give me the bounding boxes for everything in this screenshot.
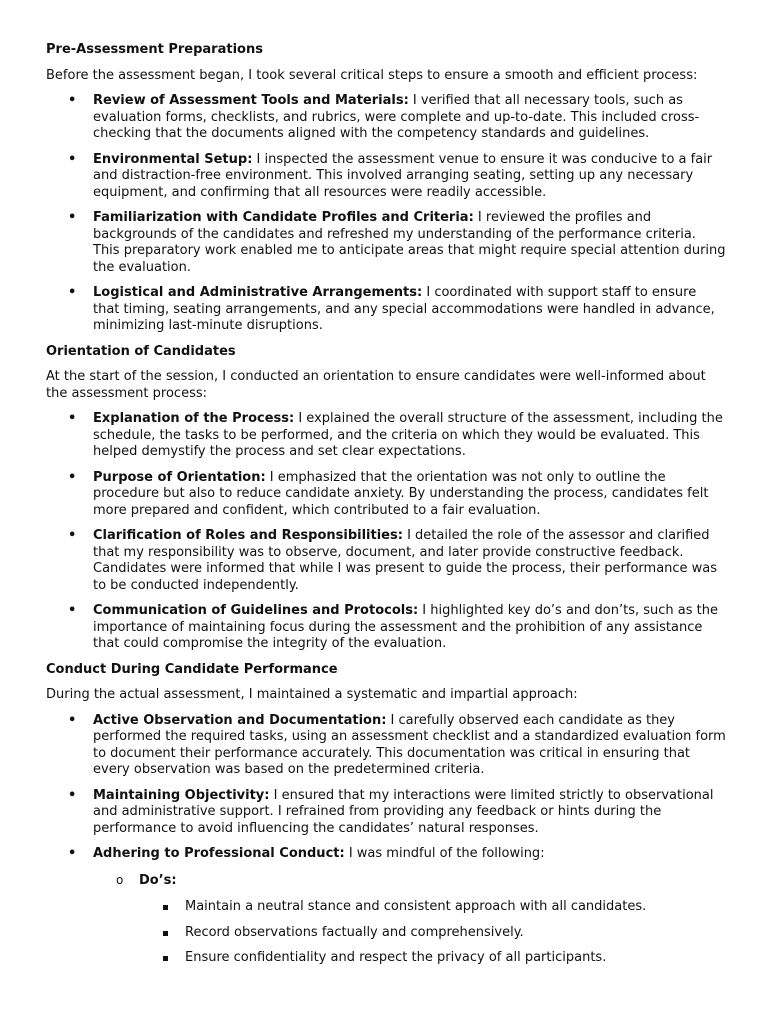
item-title: Environmental Setup: [93,151,253,167]
section-intro: Before the assessment began, I took several critical steps to ensure a smooth and efficient process: [46,67,698,83]
item-title: Purpose of Orientation: [93,469,266,485]
item-text: I highlighted key do’s and don’ts, such as the importance of maintaining focus during the assessment and the prohibition of any assistance that could compromise the integrity of the evaluation. [93,603,718,651]
section-intro: During the actual assessment, I maintained a systematic and impartial approach: [46,687,578,702]
list-item [46,603,726,653]
item-title: Communication of Guidelines and Protocols: [93,603,419,618]
item-title: Clarification of Roles and Responsibilities: [93,528,403,543]
list-item [46,152,726,202]
list-item [46,470,726,520]
sub-list [93,873,726,967]
item-text: I explained the overall structure of the assessment, including the schedule, the tasks to be performed, and the criteria on which they would be evaluated. This helped demystify the process and set clear expectations. [93,411,723,459]
list-item [46,788,726,838]
nested-list-item: Record observations factually and comprehensively. [139,925,726,942]
nested-list [139,899,726,967]
item-text: I emphasized that the orientation was not only to outline the procedure but also to reduce candidate anxiety. By understanding the process, candidates felt more prepared and confident, which contributed to a fair evaluation. [93,469,709,518]
list-item [46,528,726,594]
item-title: Logistical and Administrative Arrangements: [93,285,423,300]
document-page [46,42,726,976]
list-item [46,846,726,967]
list-item [46,210,726,276]
section-heading: Pre-Assessment Preparations [46,42,263,57]
item-text: I inspected the assessment venue to ensure it was conducive to a fair and distraction-free environment. This involved arranging seating, setting up any necessary equipment, and confirming that all resources were readily accessible. [93,151,713,200]
item-text: I coordinated with support staff to ensure that timing, seating arrangements, and any special accommodations were handled in advance, minimizing last-minute disruptions. [93,285,715,333]
item-text: I reviewed the profiles and backgrounds of the candidates and refreshed my understanding of the performance criteria. This preparatory work enabled me to anticipate areas that might require special attention during the evaluation. [93,210,726,275]
item-text: I carefully observed each candidate as they performed the required tasks, using an assessment checklist and a standardized evaluation form to document their performance accurately. This documentation was critical in ensuring that every observation was based on the predetermined criteria. [93,712,726,777]
item-title: Adhering to Professional Conduct: [93,846,345,861]
sub-list-item [93,873,726,967]
section-heading: Conduct During Candidate Performance [46,661,338,677]
list-item [46,285,726,335]
bullet-list [46,93,726,335]
item-text: I ensured that my interactions were limited strictly to observational and administrative support. I refrained from providing any feedback or hints during the performance to avoid influencing the candidates’ natural responses. [93,787,714,836]
list-item [46,93,726,143]
item-text: I verified that all necessary tools, such as evaluation forms, checklists, and rubrics, were complete and up-to-date. This included cross-checking that the documents aligned with the competency standards and guidelines. [93,93,700,141]
item-text: I detailed the role of the assessor and clarified that my responsibility was to observe, document, and later provide constructive feedback. Candidates were informed that while I was present to guide the process, their performance was to be conducted independently. [93,528,718,593]
bullet-list [46,713,726,967]
sub-list-title: Do’s: [139,872,177,888]
nested-list-item: Maintain a neutral stance and consistent approach with all candidates. [139,899,726,916]
item-title: Familiarization with Candidate Profiles and Criteria: [93,210,474,225]
section-heading: Orientation of Candidates [46,343,236,359]
nested-list-item: Ensure confidentiality and respect the privacy of all participants. [139,950,726,967]
bullet-list [46,411,726,653]
item-title: Explanation of the Process: [93,411,295,426]
list-item [46,713,726,779]
item-title: Review of Assessment Tools and Materials: [93,93,409,108]
item-text: I was mindful of the following: [344,846,545,861]
list-item [46,411,726,461]
section-intro: At the start of the session, I conducted an orientation to ensure candidates were well-informed about the assessment process: [46,369,706,401]
item-title: Maintaining Objectivity: [93,787,270,803]
item-title: Active Observation and Documentation: [93,712,387,728]
